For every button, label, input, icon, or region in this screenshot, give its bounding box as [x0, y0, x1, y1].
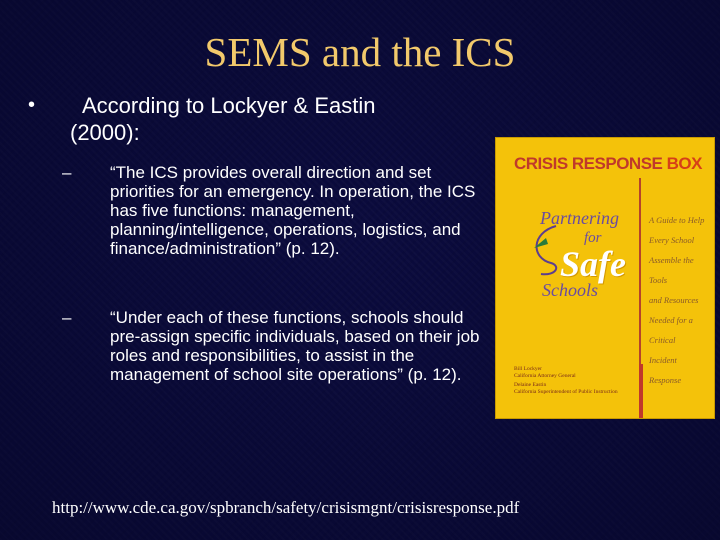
cover-schools: Schools: [542, 280, 598, 300]
cover-partnering: Partnering: [540, 208, 619, 228]
cover-side-line: and Resources: [649, 295, 699, 305]
cover-credit-name: Bill Lockyer: [514, 366, 542, 372]
cover-side-line: Assemble the Tools: [649, 255, 694, 285]
cover-header: [514, 154, 702, 174]
cover-for: for: [584, 230, 602, 246]
slide-title: SEMS and the ICS: [204, 29, 516, 75]
quote-1: “The ICS provides overall direction and set priorities for an emergency. In operation, the ICS has five functions: management, planning/intelligence, operations, logistics, and finance/administration” (p. 12).: [110, 163, 476, 258]
quote-2: “Under each of these functions, schools should pre-assign specific individuals, based on their job roles and responsibilities, to assist in the management of school site operations” (p. 12).: [110, 308, 480, 384]
cover-header-box: BOX: [666, 154, 702, 173]
source-url-link[interactable]: http://www.cde.ca.gov/spbranch/safety/crisismgnt/crisisresponse.pdf: [52, 498, 520, 517]
cover-credit-name: Delaine Eastin: [514, 382, 547, 388]
cover-side-line: A Guide to Help: [649, 215, 705, 225]
cover-red-bar: [639, 364, 643, 418]
dash-marker-2: –: [62, 308, 72, 327]
bullet-marker: •: [28, 94, 36, 116]
cover-credit-1: [514, 366, 634, 380]
cover-side-line: Needed for a Critical: [649, 315, 693, 345]
cover-safe: Safe: [560, 244, 626, 284]
dash-marker-1: –: [62, 163, 72, 182]
cover-side-line: Every School: [649, 235, 695, 245]
cover-credit-role: California Superintendent of Public Instruction: [514, 389, 618, 395]
lead-text: According to Lockyer & Eastin (2000):: [70, 93, 376, 145]
cover-side-line: Incident Response: [649, 355, 682, 385]
cover-side-text: [649, 210, 711, 390]
cover-credit-role: California Attorney General: [514, 373, 576, 379]
cover-header-main: CRISIS RESPONSE: [514, 154, 667, 173]
crisis-response-box-cover-image: [496, 138, 714, 418]
cover-credit-2: [514, 382, 634, 396]
